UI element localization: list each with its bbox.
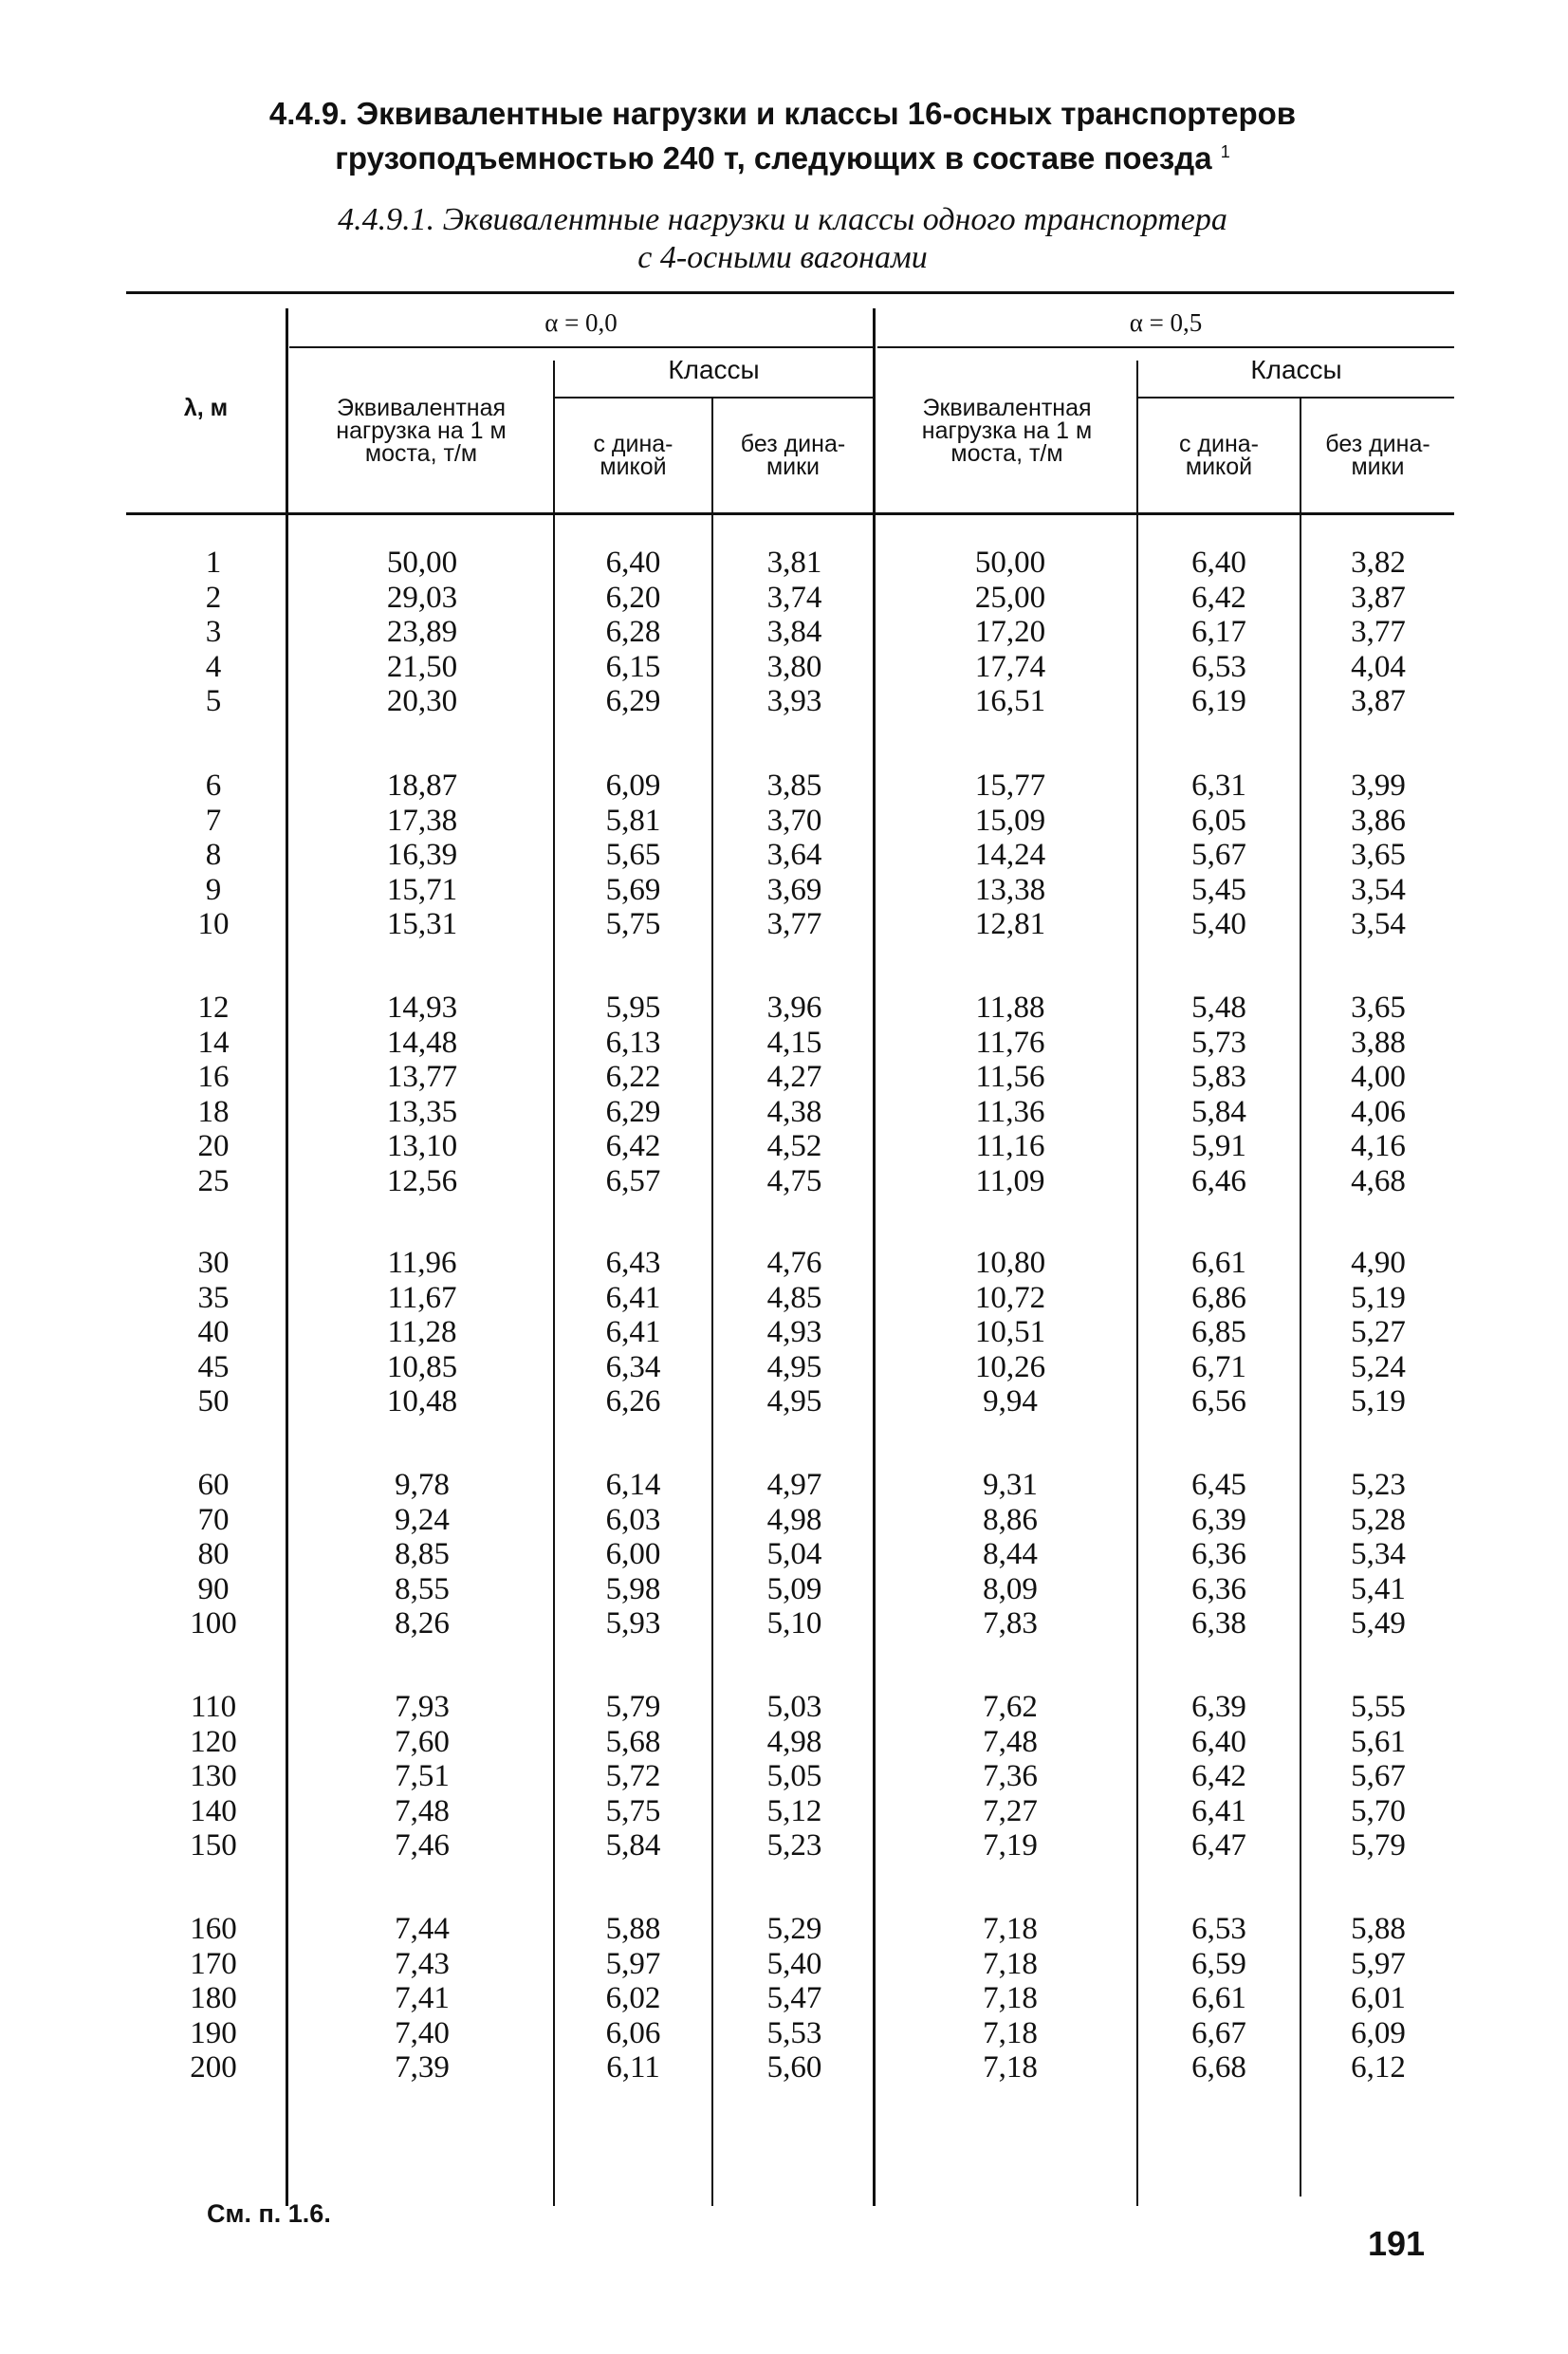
table-cell-eq-load-a05: 7,18 xyxy=(983,1912,1038,1946)
table-cell-without-dyn-a05: 3,87 xyxy=(1351,684,1406,719)
table-cell-eq-load-a05: 7,36 xyxy=(983,1759,1038,1794)
table-cell-with-dyn-a0: 6,41 xyxy=(605,1315,661,1350)
table-cell-with-dyn-a0: 5,72 xyxy=(605,1759,661,1794)
table-cell-with-dyn-a0: 5,93 xyxy=(605,1606,661,1641)
table-cell-with-dyn-a0: 5,97 xyxy=(605,1946,661,1981)
table-cell-eq-load-a05: 11,76 xyxy=(975,1025,1045,1060)
header-classes-right: Классы xyxy=(1250,355,1342,384)
header-without-dyn-left xyxy=(713,433,873,478)
table-cell-without-dyn-a05: 3,87 xyxy=(1351,580,1406,615)
header-eq-load-right-l1: Эквивалентная xyxy=(922,395,1092,421)
table-cell-eq-load-a05: 8,09 xyxy=(983,1571,1038,1606)
table-cell-with-dyn-a0: 6,42 xyxy=(605,1129,661,1164)
header-without-dyn-right xyxy=(1301,433,1454,478)
table-cell-with-dyn-a05: 6,41 xyxy=(1191,1793,1246,1828)
table-cell-lambda: 200 xyxy=(190,2050,237,2085)
table-cell-with-dyn-a0: 6,43 xyxy=(605,1246,661,1280)
table-cell-with-dyn-a0: 5,79 xyxy=(605,1690,661,1724)
header-eq-load-left-l3: моста, т/м xyxy=(364,440,478,467)
table-cell-eq-load-a0: 17,38 xyxy=(386,803,458,838)
table-cell-with-dyn-a0: 6,29 xyxy=(605,684,661,719)
table-cell-eq-load-a0: 15,31 xyxy=(386,907,458,942)
header-eq-load-left xyxy=(289,397,553,465)
table-cell-eq-load-a0: 20,30 xyxy=(386,684,458,719)
table-cell-without-dyn-a0: 4,95 xyxy=(766,1384,822,1419)
table-cell-with-dyn-a05: 6,46 xyxy=(1191,1164,1246,1198)
table-cell-eq-load-a0: 7,40 xyxy=(395,2015,450,2050)
table-cell-with-dyn-a05: 6,38 xyxy=(1191,1606,1246,1641)
table-cell-without-dyn-a05: 5,24 xyxy=(1351,1349,1406,1384)
table-cell-lambda: 3 xyxy=(205,615,222,650)
table-cell-without-dyn-a0: 5,03 xyxy=(766,1690,822,1724)
table-cell-lambda: 9 xyxy=(205,872,222,907)
table-cell-eq-load-a05: 11,88 xyxy=(975,991,1045,1025)
table-cell-with-dyn-a0: 6,02 xyxy=(605,1981,661,2016)
table-cell-with-dyn-a05: 6,53 xyxy=(1191,1912,1246,1946)
table-cell-without-dyn-a0: 5,05 xyxy=(766,1759,822,1794)
table-cell-without-dyn-a0: 4,85 xyxy=(766,1280,822,1315)
table-cell-with-dyn-a05: 6,67 xyxy=(1191,2015,1246,2050)
table-cell-without-dyn-a05: 4,00 xyxy=(1351,1060,1406,1095)
table-cell-with-dyn-a0: 5,84 xyxy=(605,1828,661,1863)
table-cell-eq-load-a0: 13,10 xyxy=(386,1129,458,1164)
table-cell-lambda: 130 xyxy=(190,1759,237,1794)
table-cell-without-dyn-a0: 3,93 xyxy=(766,684,822,719)
table-cell-eq-load-a05: 9,94 xyxy=(983,1384,1038,1419)
table-cell-eq-load-a05: 16,51 xyxy=(974,684,1046,719)
table-cell-eq-load-a05: 7,19 xyxy=(983,1828,1038,1863)
table-cell-eq-load-a05: 12,81 xyxy=(974,907,1046,942)
table-cell-eq-load-a0: 13,77 xyxy=(386,1060,458,1095)
header-bottom-rule xyxy=(126,512,1454,515)
table-cell-with-dyn-a0: 6,57 xyxy=(605,1164,661,1198)
table-cell-with-dyn-a05: 5,91 xyxy=(1191,1129,1246,1164)
table-cell-eq-load-a0: 29,03 xyxy=(386,580,458,615)
table-cell-without-dyn-a0: 4,95 xyxy=(766,1349,822,1384)
table-cell-without-dyn-a0: 3,85 xyxy=(766,769,822,803)
table-cell-without-dyn-a0: 5,23 xyxy=(766,1828,822,1863)
table-cell-eq-load-a05: 7,48 xyxy=(983,1724,1038,1759)
table-cell-with-dyn-a05: 6,19 xyxy=(1191,684,1246,719)
table-cell-with-dyn-a0: 6,22 xyxy=(605,1060,661,1095)
table-cell-eq-load-a0: 11,28 xyxy=(387,1315,457,1350)
table-cell-without-dyn-a0: 4,93 xyxy=(766,1315,822,1350)
table-cell-without-dyn-a0: 3,64 xyxy=(766,838,822,873)
table-cell-with-dyn-a05: 6,36 xyxy=(1191,1571,1246,1606)
table-cell-eq-load-a0: 11,96 xyxy=(387,1246,457,1280)
table-cell-without-dyn-a05: 5,61 xyxy=(1351,1724,1406,1759)
table-cell-without-dyn-a05: 3,65 xyxy=(1351,838,1406,873)
table-cell-with-dyn-a05: 6,40 xyxy=(1191,1724,1246,1759)
header-classes-left: Классы xyxy=(668,355,760,384)
table-cell-lambda: 25 xyxy=(197,1164,230,1198)
header-with-dyn-left-l2: микой xyxy=(600,454,667,480)
table-cell-eq-load-a05: 11,36 xyxy=(975,1094,1045,1129)
table-cell-without-dyn-a0: 5,29 xyxy=(766,1912,822,1946)
table-cell-without-dyn-a0: 5,47 xyxy=(766,1981,822,2016)
table-cell-without-dyn-a05: 5,27 xyxy=(1351,1315,1406,1350)
table-cell-eq-load-a05: 7,27 xyxy=(983,1793,1038,1828)
table-cell-lambda: 30 xyxy=(197,1246,230,1280)
table-cell-without-dyn-a05: 5,67 xyxy=(1351,1759,1406,1794)
table-cell-lambda: 80 xyxy=(197,1537,230,1572)
table-cell-lambda: 45 xyxy=(197,1349,230,1384)
table-cell-lambda: 110 xyxy=(190,1690,237,1724)
table-cell-without-dyn-a05: 6,01 xyxy=(1351,1981,1406,2016)
table-cell-lambda: 120 xyxy=(190,1724,237,1759)
table-cell-eq-load-a0: 7,41 xyxy=(395,1981,450,2016)
table-cell-without-dyn-a05: 3,88 xyxy=(1351,1025,1406,1060)
table-cell-eq-load-a05: 7,62 xyxy=(983,1690,1038,1724)
table-cell-eq-load-a05: 11,16 xyxy=(975,1129,1045,1164)
table-cell-without-dyn-a0: 4,75 xyxy=(766,1164,822,1198)
table-cell-without-dyn-a05: 5,28 xyxy=(1351,1502,1406,1537)
table-cell-eq-load-a0: 11,67 xyxy=(387,1280,457,1315)
table-cell-lambda: 60 xyxy=(197,1468,230,1502)
table-cell-eq-load-a0: 16,39 xyxy=(386,838,458,873)
header-with-dyn-right-l1: с дина- xyxy=(1178,431,1260,457)
table-cell-without-dyn-a0: 3,80 xyxy=(766,649,822,684)
table-cell-without-dyn-a0: 4,98 xyxy=(766,1502,822,1537)
table-cell-with-dyn-a0: 5,75 xyxy=(605,1793,661,1828)
table-cell-without-dyn-a05: 5,79 xyxy=(1351,1828,1406,1863)
table-cell-lambda: 8 xyxy=(205,838,222,873)
header-with-dyn-right-l2: микой xyxy=(1185,454,1253,480)
table-cell-lambda: 2 xyxy=(205,580,222,615)
table-cell-with-dyn-a05: 6,47 xyxy=(1191,1828,1246,1863)
table-cell-with-dyn-a05: 6,36 xyxy=(1191,1537,1246,1572)
header-eq-load-right xyxy=(877,397,1136,465)
table-cell-with-dyn-a05: 6,42 xyxy=(1191,1759,1246,1794)
table-cell-without-dyn-a0: 5,60 xyxy=(766,2050,822,2085)
table-cell-without-dyn-a0: 4,97 xyxy=(766,1468,822,1502)
table-cell-lambda: 90 xyxy=(197,1571,230,1606)
table-cell-lambda: 140 xyxy=(190,1793,237,1828)
classes-underline-right xyxy=(1138,397,1454,399)
table-cell-without-dyn-a05: 5,19 xyxy=(1351,1280,1406,1315)
table-cell-with-dyn-a05: 6,39 xyxy=(1191,1690,1246,1724)
table-cell-with-dyn-a0: 6,15 xyxy=(605,649,661,684)
table-cell-with-dyn-a0: 6,00 xyxy=(605,1537,661,1572)
table-cell-without-dyn-a0: 3,70 xyxy=(766,803,822,838)
table-cell-with-dyn-a05: 6,17 xyxy=(1191,615,1246,650)
table-cell-with-dyn-a0: 6,40 xyxy=(605,546,661,580)
table-cell-lambda: 50 xyxy=(197,1384,230,1419)
table-cell-eq-load-a0: 8,85 xyxy=(395,1537,450,1572)
table-cell-without-dyn-a0: 4,76 xyxy=(766,1246,822,1280)
table-cell-with-dyn-a0: 6,20 xyxy=(605,580,661,615)
table-cell-with-dyn-a05: 6,40 xyxy=(1191,546,1246,580)
table-cell-lambda: 6 xyxy=(205,769,222,803)
table-cell-with-dyn-a0: 6,11 xyxy=(606,2050,660,2085)
table-cell-without-dyn-a0: 5,40 xyxy=(766,1946,822,1981)
table-cell-without-dyn-a0: 4,52 xyxy=(766,1129,822,1164)
table-cell-eq-load-a05: 8,44 xyxy=(983,1537,1038,1572)
table-cell-without-dyn-a0: 5,09 xyxy=(766,1571,822,1606)
table-cell-eq-load-a0: 10,85 xyxy=(386,1349,458,1384)
table-cell-eq-load-a05: 9,31 xyxy=(983,1468,1038,1502)
table-cell-without-dyn-a0: 5,04 xyxy=(766,1537,822,1572)
footnote: См. п. 1.6. xyxy=(207,2199,331,2228)
table-cell-eq-load-a05: 7,18 xyxy=(983,2015,1038,2050)
table-cell-eq-load-a05: 7,83 xyxy=(983,1606,1038,1641)
table-cell-without-dyn-a05: 5,70 xyxy=(1351,1793,1406,1828)
table-cell-with-dyn-a05: 6,86 xyxy=(1191,1280,1246,1315)
table-cell-eq-load-a05: 25,00 xyxy=(974,580,1046,615)
table-cell-without-dyn-a05: 6,12 xyxy=(1351,2050,1406,2085)
table-cell-eq-load-a05: 17,74 xyxy=(974,649,1046,684)
table-cell-with-dyn-a05: 6,39 xyxy=(1191,1502,1246,1537)
table-cell-eq-load-a05: 7,18 xyxy=(983,1946,1038,1981)
table-cell-eq-load-a0: 7,46 xyxy=(395,1828,450,1863)
table-cell-without-dyn-a05: 5,55 xyxy=(1351,1690,1406,1724)
table-cell-without-dyn-a0: 4,38 xyxy=(766,1094,822,1129)
table-cell-without-dyn-a05: 3,77 xyxy=(1351,615,1406,650)
table-cell-without-dyn-a0: 3,96 xyxy=(766,991,822,1025)
table-cell-with-dyn-a0: 5,65 xyxy=(605,838,661,873)
header-without-dyn-left-l1: без дина- xyxy=(740,431,846,457)
table-cell-with-dyn-a05: 6,31 xyxy=(1191,769,1246,803)
header-without-dyn-right-l1: без дина- xyxy=(1325,431,1430,457)
table-cell-eq-load-a0: 14,93 xyxy=(386,991,458,1025)
table-cell-without-dyn-a05: 4,16 xyxy=(1351,1129,1406,1164)
table-cell-with-dyn-a0: 5,68 xyxy=(605,1724,661,1759)
subtitle-line-1: 4.4.9.1. Эквивалентные нагрузки и классы одного транспортера xyxy=(338,202,1227,237)
header-eq-load-right-l3: моста, т/м xyxy=(950,440,1063,467)
table-cell-eq-load-a05: 7,18 xyxy=(983,2050,1038,2085)
table-cell-eq-load-a05: 11,09 xyxy=(975,1164,1045,1198)
table-cell-without-dyn-a05: 3,65 xyxy=(1351,991,1406,1025)
table-cell-lambda: 18 xyxy=(197,1094,230,1129)
table-top-rule xyxy=(126,291,1454,294)
table-cell-eq-load-a0: 13,35 xyxy=(386,1094,458,1129)
header-without-dyn-right-l2: мики xyxy=(1351,454,1405,480)
table-cell-lambda: 150 xyxy=(190,1828,237,1863)
table-cell-eq-load-a0: 9,24 xyxy=(395,1502,450,1537)
title-footnote-mark: 1 xyxy=(1220,142,1230,161)
table-cell-with-dyn-a0: 6,13 xyxy=(605,1025,661,1060)
table-cell-without-dyn-a0: 3,77 xyxy=(766,907,822,942)
section-title xyxy=(190,95,1375,177)
table-cell-without-dyn-a0: 5,53 xyxy=(766,2015,822,2050)
title-line-2 xyxy=(190,133,1375,177)
table-cell-with-dyn-a05: 5,84 xyxy=(1191,1094,1246,1129)
header-alpha-05: α = 0,5 xyxy=(1129,308,1203,337)
table-cell-with-dyn-a0: 5,88 xyxy=(605,1912,661,1946)
table-cell-with-dyn-a05: 6,53 xyxy=(1191,649,1246,684)
table-cell-lambda: 10 xyxy=(197,907,230,942)
table-cell-with-dyn-a05: 5,40 xyxy=(1191,907,1246,942)
table-cell-eq-load-a05: 15,77 xyxy=(974,769,1046,803)
table-cell-lambda: 40 xyxy=(197,1315,230,1350)
table-cell-without-dyn-a05: 5,34 xyxy=(1351,1537,1406,1572)
table-cell-eq-load-a0: 7,60 xyxy=(395,1724,450,1759)
table-cell-with-dyn-a0: 5,75 xyxy=(605,907,661,942)
table-cell-without-dyn-a05: 5,49 xyxy=(1351,1606,1406,1641)
table-cell-eq-load-a0: 10,48 xyxy=(386,1384,458,1419)
table-cell-without-dyn-a05: 5,19 xyxy=(1351,1384,1406,1419)
title-line-2-text: грузоподъемностью 240 т, следующих в составе поезда xyxy=(335,140,1212,176)
table-cell-without-dyn-a0: 3,69 xyxy=(766,872,822,907)
table-cell-lambda: 14 xyxy=(197,1025,230,1060)
alpha05-underline xyxy=(877,346,1454,348)
table-cell-with-dyn-a0: 5,81 xyxy=(605,803,661,838)
table-cell-eq-load-a0: 7,43 xyxy=(395,1946,450,1981)
table-cell-without-dyn-a05: 4,04 xyxy=(1351,649,1406,684)
table-cell-eq-load-a05: 10,80 xyxy=(974,1246,1046,1280)
table-cell-lambda: 1 xyxy=(205,546,222,580)
table-cell-eq-load-a0: 21,50 xyxy=(386,649,458,684)
col-divider-lambda xyxy=(286,308,288,2206)
col-divider-classes-right xyxy=(1136,361,1138,2206)
header-eq-load-right-l2: нагрузка на 1 м xyxy=(921,417,1093,444)
table-cell-eq-load-a0: 23,89 xyxy=(386,615,458,650)
table-cell-with-dyn-a05: 6,59 xyxy=(1191,1946,1246,1981)
table-cell-lambda: 160 xyxy=(190,1912,237,1946)
table-cell-with-dyn-a05: 6,85 xyxy=(1191,1315,1246,1350)
table-cell-without-dyn-a05: 4,68 xyxy=(1351,1164,1406,1198)
header-with-dyn-right xyxy=(1138,433,1300,478)
table-cell-lambda: 4 xyxy=(205,649,222,684)
header-with-dyn-left-l1: с дина- xyxy=(593,431,673,457)
table-subtitle xyxy=(190,201,1375,277)
col-divider-classes-left xyxy=(553,361,555,2206)
table-cell-without-dyn-a0: 4,27 xyxy=(766,1060,822,1095)
table-cell-with-dyn-a0: 6,09 xyxy=(605,769,661,803)
table-cell-with-dyn-a05: 6,61 xyxy=(1191,1246,1246,1280)
table-cell-lambda: 70 xyxy=(197,1502,230,1537)
table-cell-lambda: 16 xyxy=(197,1060,230,1095)
col-divider-alpha xyxy=(873,308,876,2206)
table-cell-with-dyn-a0: 6,26 xyxy=(605,1384,661,1419)
table-cell-with-dyn-a05: 5,83 xyxy=(1191,1060,1246,1095)
header-eq-load-left-l2: нагрузка на 1 м xyxy=(336,417,507,444)
table-cell-without-dyn-a05: 4,06 xyxy=(1351,1094,1406,1129)
table-cell-without-dyn-a0: 4,98 xyxy=(766,1724,822,1759)
table-cell-with-dyn-a0: 6,41 xyxy=(605,1280,661,1315)
table-cell-eq-load-a0: 12,56 xyxy=(386,1164,458,1198)
table-cell-eq-load-a05: 7,18 xyxy=(983,1981,1038,2016)
table-cell-without-dyn-a05: 5,23 xyxy=(1351,1468,1406,1502)
table-cell-without-dyn-a0: 5,10 xyxy=(766,1606,822,1641)
table-cell-with-dyn-a0: 6,28 xyxy=(605,615,661,650)
table-cell-without-dyn-a0: 3,84 xyxy=(766,615,822,650)
table-cell-lambda: 12 xyxy=(197,991,230,1025)
table-cell-with-dyn-a05: 5,67 xyxy=(1191,838,1246,873)
table-cell-with-dyn-a05: 5,45 xyxy=(1191,872,1246,907)
table-cell-with-dyn-a0: 5,98 xyxy=(605,1571,661,1606)
table-cell-lambda: 170 xyxy=(190,1946,237,1981)
table-cell-lambda: 190 xyxy=(190,2015,237,2050)
alpha0-underline xyxy=(289,346,873,348)
table-cell-with-dyn-a05: 6,68 xyxy=(1191,2050,1246,2085)
page-number: 191 xyxy=(1368,2224,1426,2263)
table-cell-with-dyn-a0: 6,14 xyxy=(605,1468,661,1502)
table-cell-without-dyn-a05: 4,90 xyxy=(1351,1246,1406,1280)
table-cell-without-dyn-a05: 3,54 xyxy=(1351,907,1406,942)
table-cell-without-dyn-a0: 5,12 xyxy=(766,1793,822,1828)
table-cell-lambda: 180 xyxy=(190,1981,237,2016)
table-cell-with-dyn-a05: 6,05 xyxy=(1191,803,1246,838)
header-with-dyn-left xyxy=(555,433,711,478)
table-cell-eq-load-a0: 50,00 xyxy=(386,546,458,580)
table-cell-with-dyn-a05: 6,61 xyxy=(1191,1981,1246,2016)
table-cell-with-dyn-a0: 5,95 xyxy=(605,991,661,1025)
table-cell-with-dyn-a05: 6,45 xyxy=(1191,1468,1246,1502)
table-cell-eq-load-a05: 11,56 xyxy=(975,1060,1045,1095)
table-cell-with-dyn-a0: 5,69 xyxy=(605,872,661,907)
table-cell-without-dyn-a05: 3,86 xyxy=(1351,803,1406,838)
table-cell-lambda: 100 xyxy=(190,1606,237,1641)
table-cell-eq-load-a05: 14,24 xyxy=(974,838,1046,873)
table-cell-eq-load-a0: 9,78 xyxy=(395,1468,450,1502)
table-cell-without-dyn-a05: 6,09 xyxy=(1351,2015,1406,2050)
table-cell-without-dyn-a05: 3,82 xyxy=(1351,546,1406,580)
table-cell-with-dyn-a0: 6,29 xyxy=(605,1094,661,1129)
table-cell-eq-load-a05: 13,38 xyxy=(974,872,1046,907)
table-cell-eq-load-a0: 18,87 xyxy=(386,769,458,803)
table-cell-eq-load-a05: 10,26 xyxy=(974,1349,1046,1384)
table-cell-eq-load-a05: 10,51 xyxy=(974,1315,1046,1350)
table-cell-without-dyn-a05: 5,41 xyxy=(1351,1571,1406,1606)
table-cell-lambda: 20 xyxy=(197,1129,230,1164)
table-cell-without-dyn-a05: 3,54 xyxy=(1351,872,1406,907)
header-alpha-0: α = 0,0 xyxy=(544,308,618,337)
table-cell-eq-load-a0: 7,44 xyxy=(395,1912,450,1946)
table-cell-eq-load-a05: 8,86 xyxy=(983,1502,1038,1537)
table-cell-eq-load-a05: 17,20 xyxy=(974,615,1046,650)
table-cell-with-dyn-a05: 5,48 xyxy=(1191,991,1246,1025)
table-cell-eq-load-a0: 7,48 xyxy=(395,1793,450,1828)
table-cell-eq-load-a0: 8,55 xyxy=(395,1571,450,1606)
table-cell-lambda: 7 xyxy=(205,803,222,838)
col-divider-dyn-right xyxy=(1300,399,1301,2196)
table-cell-without-dyn-a0: 3,81 xyxy=(766,546,822,580)
table-cell-eq-load-a0: 15,71 xyxy=(386,872,458,907)
table-cell-eq-load-a0: 7,39 xyxy=(395,2050,450,2085)
table-cell-without-dyn-a05: 5,88 xyxy=(1351,1912,1406,1946)
table-cell-lambda: 35 xyxy=(197,1280,230,1315)
table-cell-lambda: 5 xyxy=(205,684,222,719)
col-divider-dyn-left xyxy=(711,399,713,2206)
table-cell-without-dyn-a05: 3,99 xyxy=(1351,769,1406,803)
table-cell-eq-load-a0: 8,26 xyxy=(395,1606,450,1641)
header-lambda: λ, м xyxy=(183,395,229,421)
table-cell-with-dyn-a0: 6,03 xyxy=(605,1502,661,1537)
table-cell-eq-load-a05: 50,00 xyxy=(974,546,1046,580)
table-cell-with-dyn-a0: 6,34 xyxy=(605,1349,661,1384)
table-cell-without-dyn-a05: 5,97 xyxy=(1351,1946,1406,1981)
table-cell-eq-load-a05: 15,09 xyxy=(974,803,1046,838)
title-line-1: 4.4.9. Эквивалентные нагрузки и классы 16-осных транспортеров xyxy=(268,96,1297,131)
table-cell-eq-load-a0: 7,51 xyxy=(395,1759,450,1794)
table-cell-eq-load-a05: 10,72 xyxy=(974,1280,1046,1315)
table-cell-eq-load-a0: 7,93 xyxy=(395,1690,450,1724)
table-cell-with-dyn-a05: 6,56 xyxy=(1191,1384,1246,1419)
classes-underline-left xyxy=(555,397,873,399)
table-cell-with-dyn-a05: 5,73 xyxy=(1191,1025,1246,1060)
header-without-dyn-left-l2: мики xyxy=(766,454,821,480)
table-cell-without-dyn-a0: 3,74 xyxy=(766,580,822,615)
table-cell-with-dyn-a05: 6,42 xyxy=(1191,580,1246,615)
table-cell-with-dyn-a05: 6,71 xyxy=(1191,1349,1246,1384)
table-cell-with-dyn-a0: 6,06 xyxy=(605,2015,661,2050)
header-eq-load-left-l1: Эквивалентная xyxy=(336,395,507,421)
table-cell-without-dyn-a0: 4,15 xyxy=(766,1025,822,1060)
table-cell-eq-load-a0: 14,48 xyxy=(386,1025,458,1060)
subtitle-line-2: с 4-осными вагонами xyxy=(637,240,928,275)
